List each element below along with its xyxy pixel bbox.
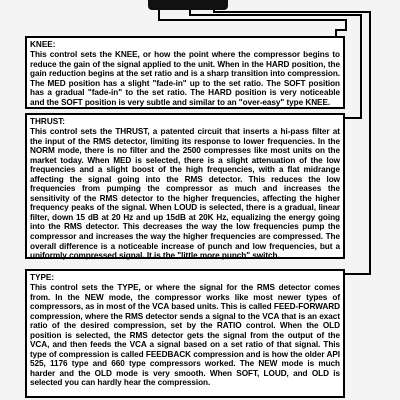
thrust-text: This control sets the THRUST, a patented circuit that inserts a hi-pass filter at the input of the RMS detector, limiting its response to lower frequencies. In the NORM mode, there is no filter and the 2500 compresses like most units on the market today. When MED is selected, there is a slight attenuation of the low frequencies and a slight boost of the high frequencies, with a flat midrange affecting the signal going into the RMS detector. This reduces the low frequencies from pumping the compressor as much and increases the sensitivity of the RMS detector to the higher frequencies, affecting the higher frequency peaks of the signal. When LOUD is selected, there is a gradual, linear filter, down 15 dB at 20 Hz and up 15dB at 20K Hz, equalizing the energy going into the RMS detector. This decreases the way the low frequencies pump the compressor and increases the way the higher frequencies are compressed. The overall difference is a noticeable increase of punch and low frequencies, but a uniformly compressed signal. It is the "little more punch" switch. — [30, 127, 340, 261]
knee-description-box — [25, 36, 345, 109]
type-heading: TYPE: — [30, 273, 55, 282]
knee-callout-line — [159, 10, 346, 36]
type-text: This control sets the TYPE, or where the signal for the RMS detector comes from. In the NEW mode, the compressor works like most newer types of compressors, as in most of the VCA based units. This is called FEED-FORWARD compression, where the RMS detector sends a signal to the VCA that is an exact ratio of the desired compression, set by the RATIO control. When the OLD position is selected, the RMS detector gets the signal from the output of the VCA, and then feeds the VCA a signal based on a set ratio of that signal. This type of compression is called FEEDBACK compression and is how the older API 525, 1176 type and 660 type compressors worked. The NEW mode is much harder and the OLD mode is very smooth. When SOFT, LOUD, and OLD is selected you can hardly hear the compression. — [30, 283, 340, 388]
knee-heading: KNEE: — [30, 40, 56, 49]
knee-text: This control sets the KNEE, or how the point where the compressor begins to reduce the gain of the signal applied to the unit. When in the HARD position, the gain reduction begins at the set ratio and is a sharp transition into compression. The MED position has a slight "fade-in" up to the set ratio. The SOFT position has a gradual "fade-in" to the set ratio. The HARD position is very noticeable and the SOFT position is very subtle and similar to an "over-easy" type KNEE. — [30, 50, 340, 107]
thrust-heading: THRUST: — [30, 117, 66, 126]
type-description-box — [25, 269, 345, 398]
thrust-description-box — [25, 113, 345, 259]
